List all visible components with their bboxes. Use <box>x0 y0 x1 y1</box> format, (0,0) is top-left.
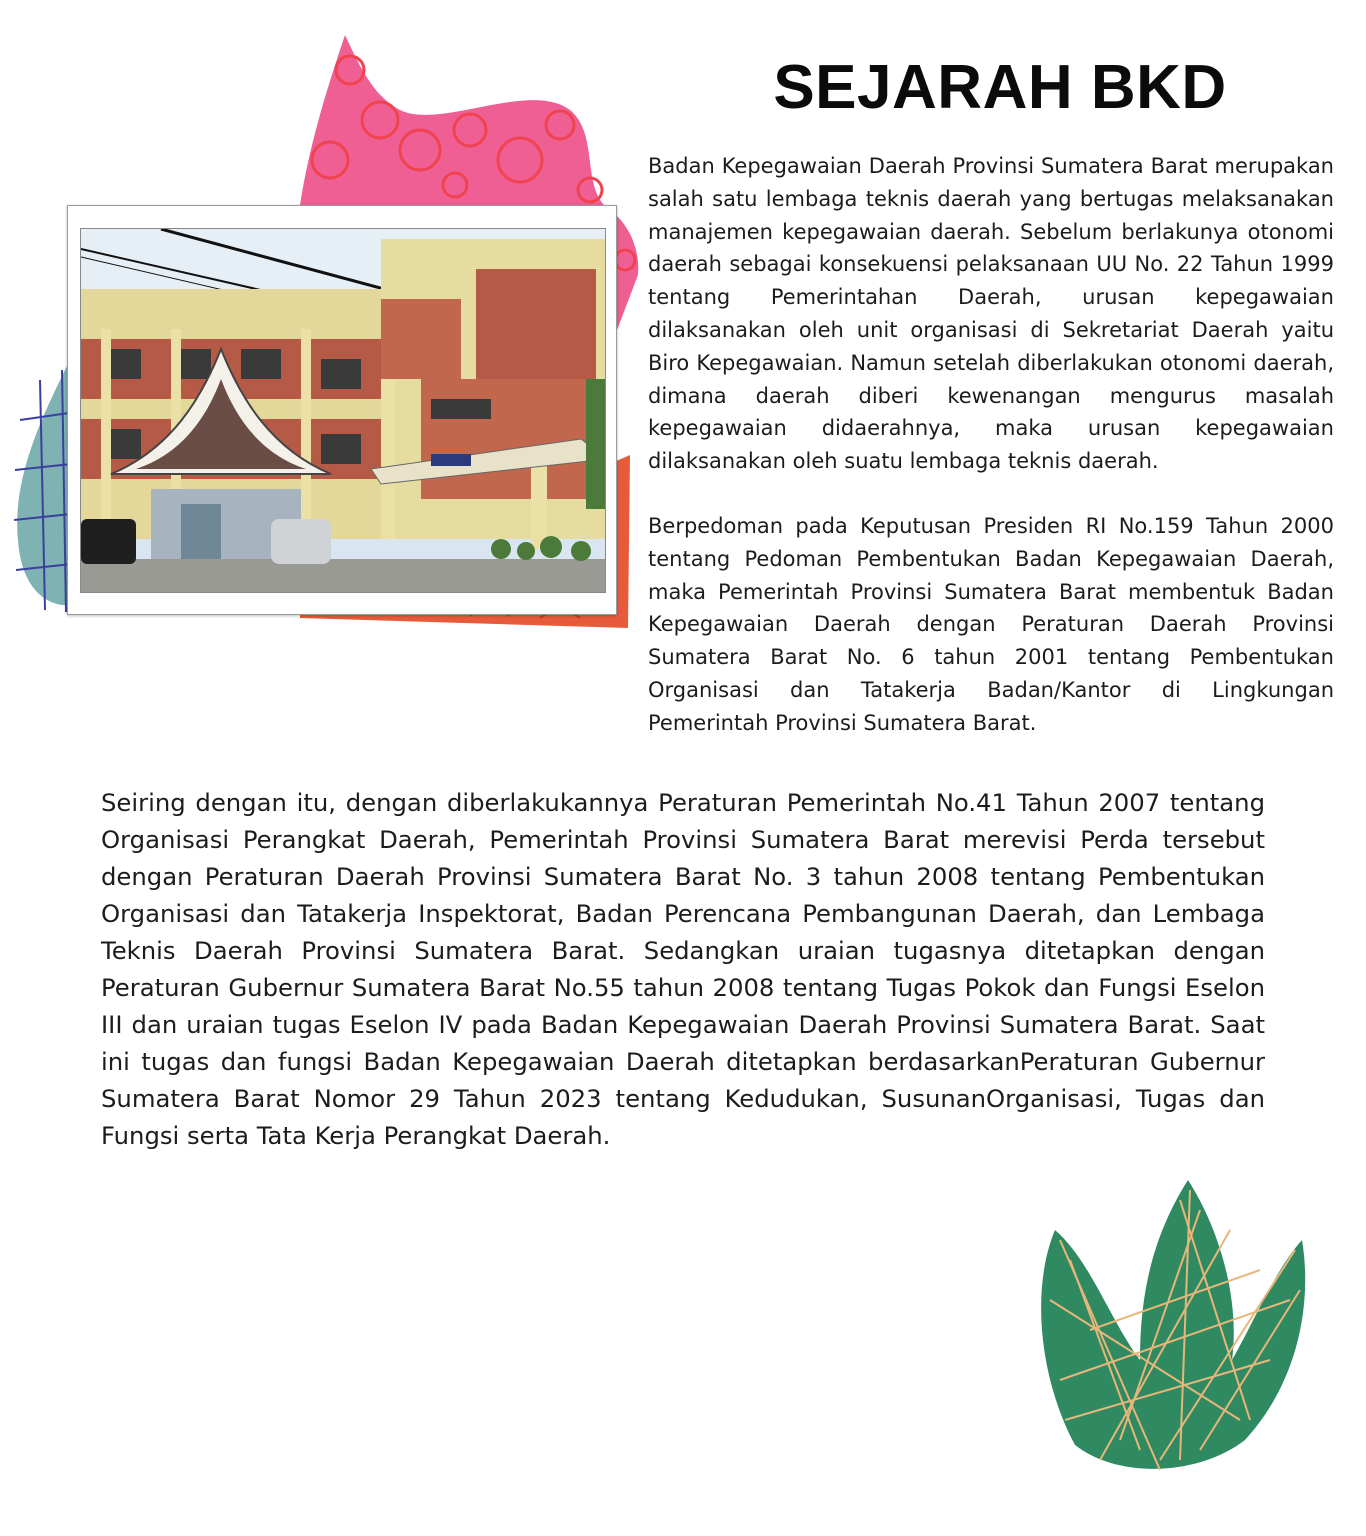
building-photo <box>80 228 606 593</box>
history-text-full <box>101 784 1265 1154</box>
paragraph-1: Badan Kepegawaian Daerah Provinsi Sumatera Barat merupakan salah satu lembaga teknis daerah yang bertugas melaksanakan manajemen kepegawaian daerah. Sebelum berlakunya otonomi daerah sebagai konsekuensi pelaksanaan UU No. 22 Tahun 1999 tentang Pemerintahan Daerah, urusan kepegawaian dilaksanakan oleh unit organisasi di Sekretariat Daerah yaitu Biro Kepegawaian. Namun setelah diberlakukan otonomi daerah, dimana daerah diberi kewenangan mengurus masalah kepegawaian didaerahnya, maka urusan kepegawaian dilaksanakan oleh suatu lembaga teknis daerah. <box>648 154 1334 474</box>
page-title: SEJARAH BKD <box>773 53 1227 122</box>
intro-text-column <box>648 150 1334 740</box>
paragraph-3: Seiring dengan itu, dengan diberlakukannya Peraturan Pemerintah No.41 Tahun 2007 tentang Organisasi Perangkat Daerah, Pemerintah Provinsi Sumatera Barat merevisi Perda tersebut dengan Peraturan Daerah Provinsi Sumatera Barat No. 3 tahun 2008 tentang Pembentukan Organisasi dan Tatakerja Inspektorat, Badan Perencana Pembangunan Daerah, dan Lembaga Teknis Daerah Provinsi Sumatera Barat. Sedangkan uraian tugasnya ditetapkan dengan Peraturan Gubernur Sumatera Barat No.55 tahun 2008 tentang Tugas Pokok dan Fungsi Eselon III dan uraian tugas Eselon IV pada Badan Kepegawaian Daerah Provinsi Sumatera Barat. Saat ini tugas dan fungsi Badan Kepegawaian Daerah ditetapkan berdasarkanPeraturan Gubernur Sumatera Barat Nomor 29 Tahun 2023 tentang Kedudukan, SusunanOrganisasi, Tugas dan Fungsi serta Tata Kerja Perangkat Daerah. <box>101 788 1265 1150</box>
photo-frame <box>67 205 617 615</box>
paragraph-2: Berpedoman pada Keputusan Presiden RI No.159 Tahun 2000 tentang Pedoman Pembentukan Badan Kepegawaian Daerah, maka Pemerintah Provinsi Sumatera Barat membentuk Badan Kepegawaian Daerah dengan Peraturan Daerah Provinsi Sumatera Barat No. 6 tahun 2001 tentang Pembentukan Organisasi dan Tatakerja Badan/Kantor di Lingkungan Pemerintah Provinsi Sumatera Barat. <box>648 513 1334 735</box>
building-illustration <box>81 229 606 593</box>
leaf-plant <box>1041 1180 1305 1470</box>
